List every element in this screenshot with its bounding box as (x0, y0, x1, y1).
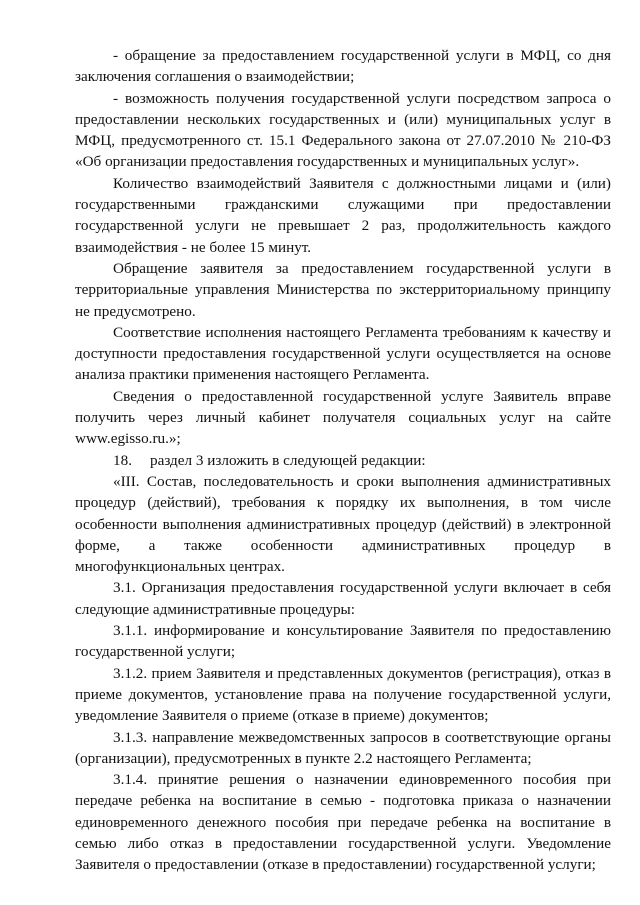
paragraph-mfc-appeal: - обращение за предоставлением государственной услуги в МФЦ, со дня заключения соглашения о взаимодействии; (75, 47, 611, 86)
paragraph-3-1-3: 3.1.3. направление межведомственных запросов в соответствующие органы (организации), предусмотренных в пункте 2.2 настоящего Регламента; (75, 728, 611, 767)
item-18-number: 18. (113, 451, 132, 469)
paragraph-quality-compliance: Соответствие исполнения настоящего Регламента требованиям к качеству и доступности предоставления государственной услуги осуществляется на основе анализа практики применения настоящего Регламента. (75, 323, 611, 384)
paragraph-interaction-count: Количество взаимодействий Заявителя с должностными лицами и (или) государственными гражданскими служащими при предоставлении государственной услуги не превышает 2 раз, продолжительность каждого взаимодействия - не более 15 минут. (75, 174, 611, 256)
paragraph-multiple-services: - возможность получения государственной услуги посредством запроса о предоставлении нескольких государственных и (или) муниципальных услуг в МФЦ, предусмотренного ст. 15.1 Федерального закона от 27.07.2010 № 210-ФЗ «Об организации предоставления государственных и муниципальных услуг». (75, 89, 611, 171)
paragraph-extraterritorial: Обращение заявителя за предоставлением государственной услуги в территориальные управления Министерства по экстерриториальному принципу не предусмотрено. (75, 259, 611, 320)
paragraph-3-1-4: 3.1.4. принятие решения о назначении единовременного пособия при передаче ребенка на воспитание в семью - подготовка приказа о назначении единовременного денежного пособия при передаче ребенка на воспитание в семью либо отказ в предоставлении государственной услуги. Уведомление Заявителя о предоставлении (отказе в предоставлении) государственной услуги; (75, 771, 611, 874)
section-3-heading: «III. Состав, последовательность и сроки выполнения административных процедур (действий), требования к порядку их выполнения, в том числе особенности выполнения административных процедур (действий) в электронной форме, а также особенности административных процедур в многофункциональных центрах. (75, 472, 611, 576)
paragraph-egisso: Сведения о предоставленной государственной услуге Заявитель вправе получить через личный кабинет получателя социальных услуг на сайте www.egisso.ru.»; (75, 387, 611, 448)
item-18-text: раздел 3 изложить в следующей редакции: (149, 451, 426, 469)
item-18 (75, 450, 611, 471)
document-page (75, 45, 611, 876)
paragraph-3-1-2: 3.1.2. прием Заявителя и представленных документов (регистрация), отказ в приеме документов, установление права на получение государственной услуги, уведомление Заявителя о приеме (отказе в приеме) документов; (75, 664, 611, 725)
paragraph-3-1: 3.1. Организация предоставления государственной услуги включает в себя следующие административные процедуры: (75, 579, 611, 618)
paragraph-3-1-1: 3.1.1. информирование и консультирование Заявителя по предоставлению государственной услуги; (75, 622, 611, 661)
